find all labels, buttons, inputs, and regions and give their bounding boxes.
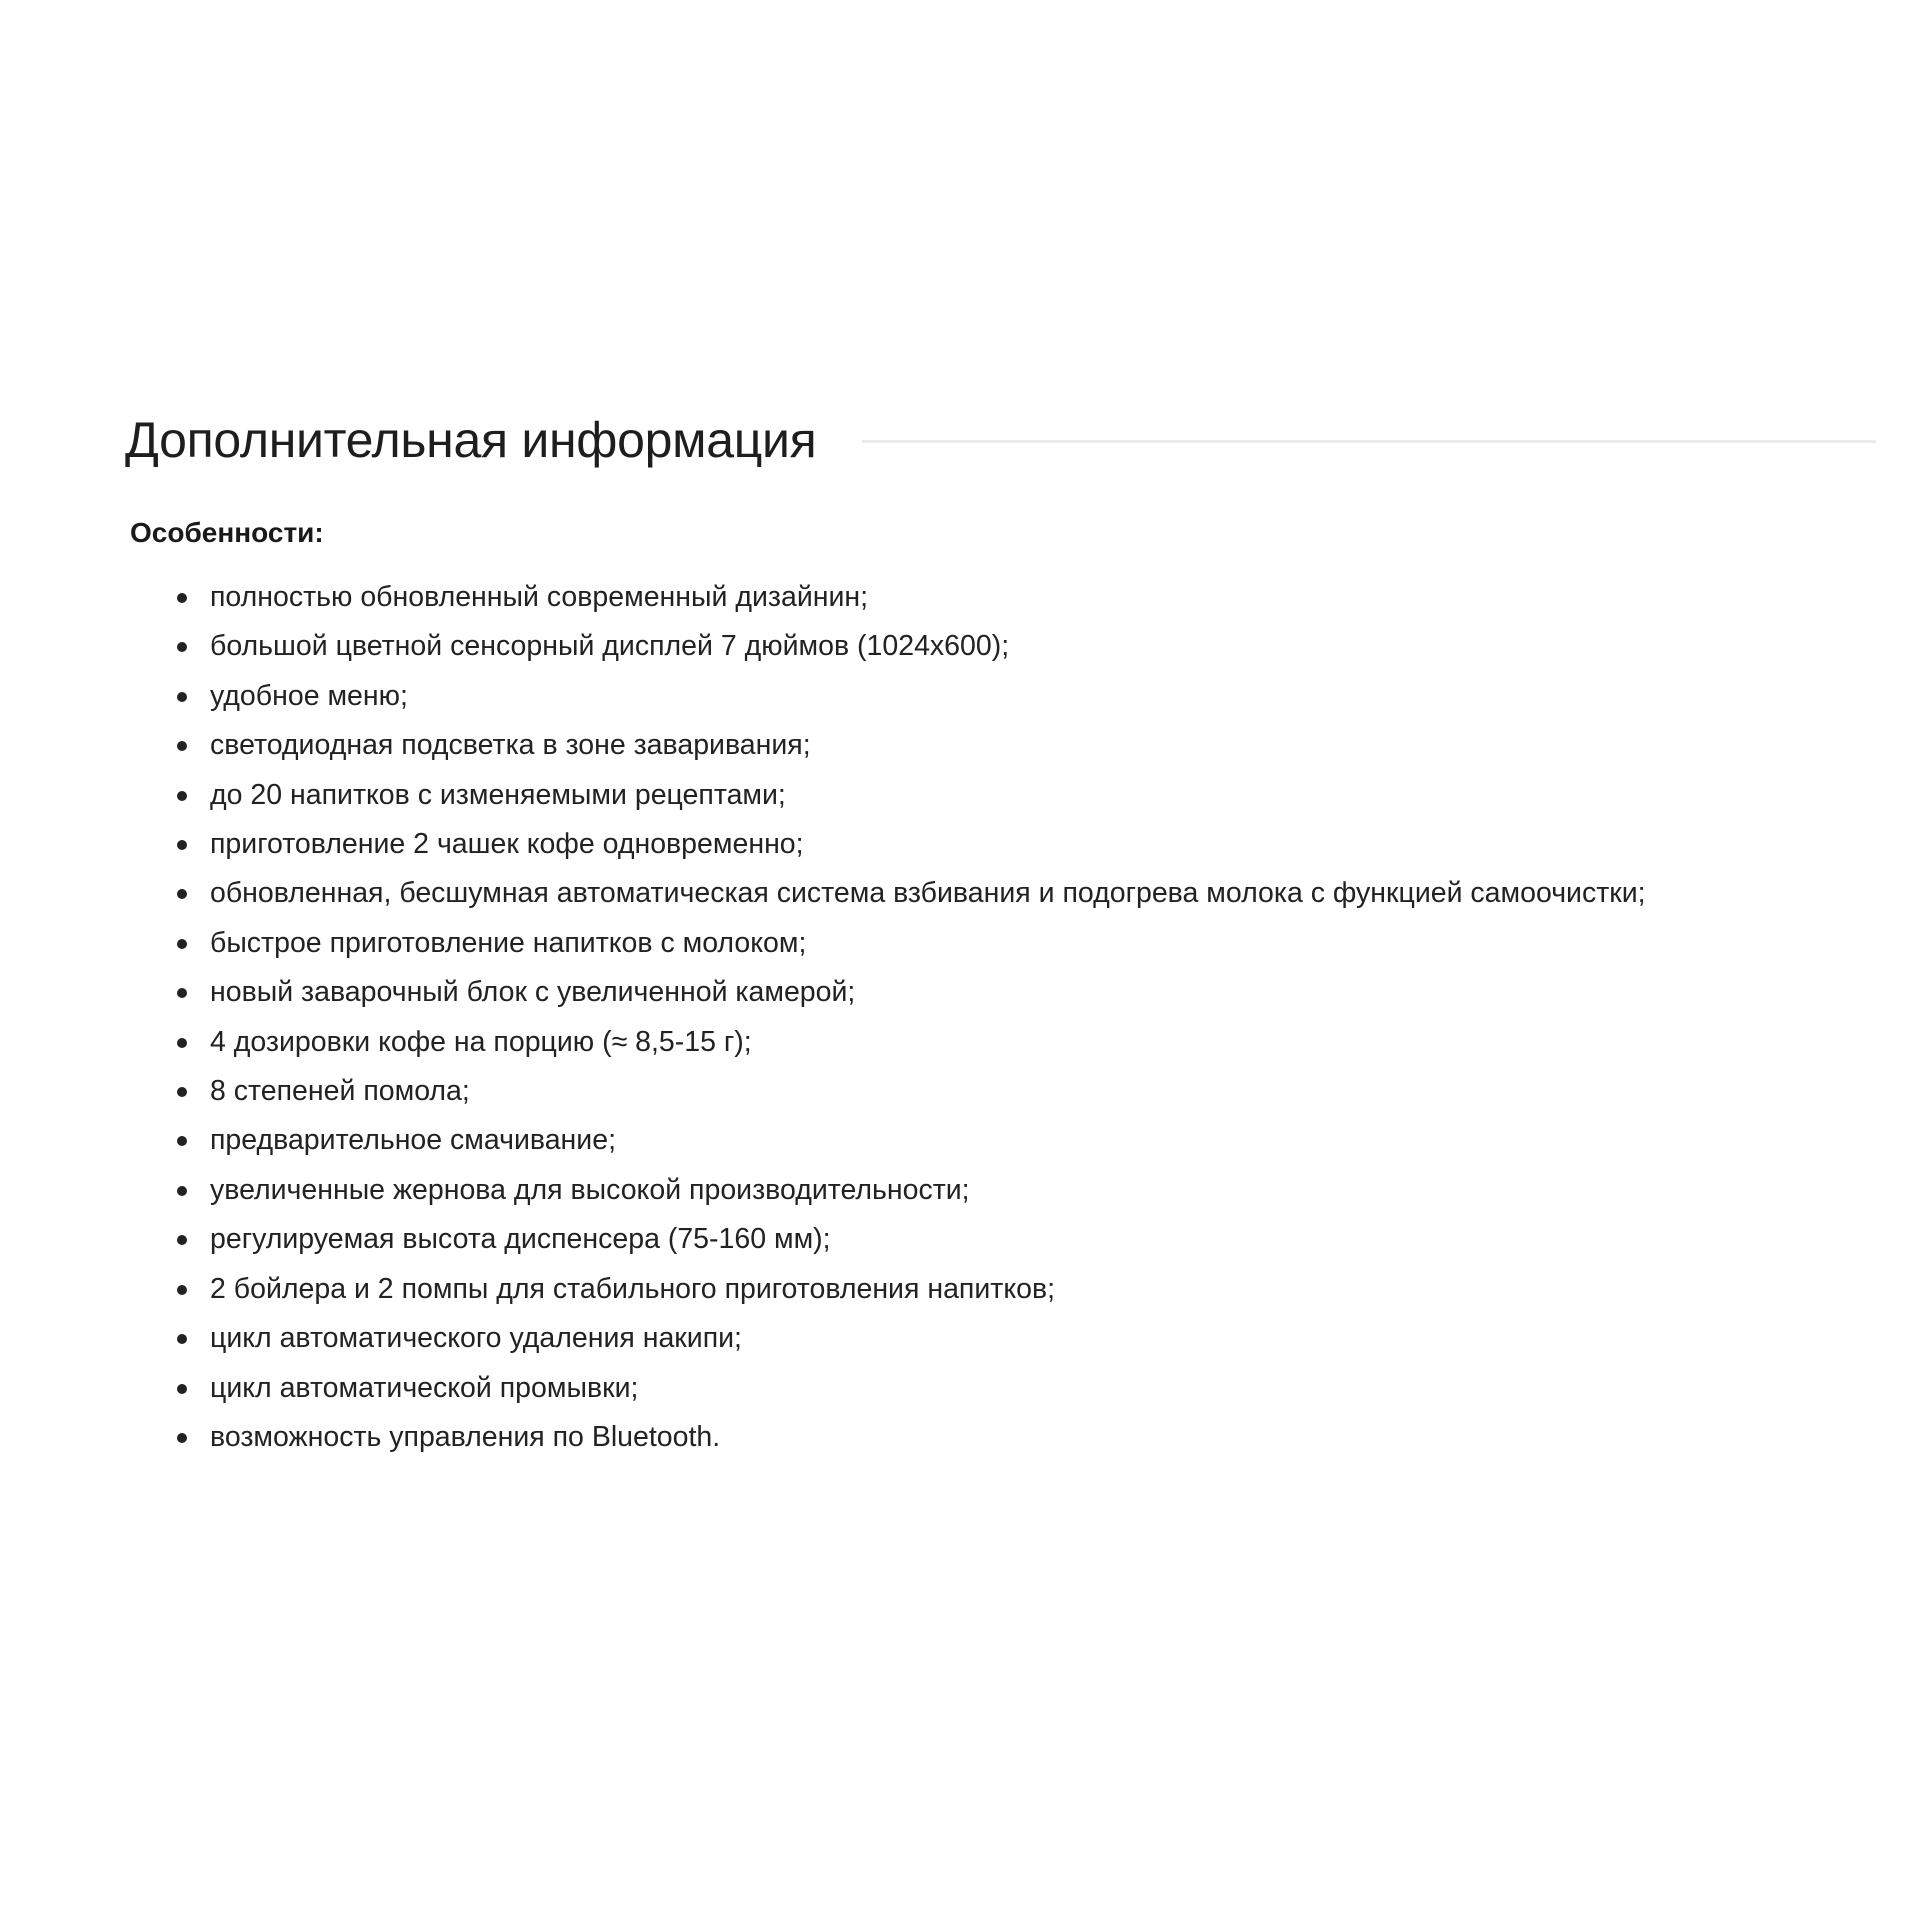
feature-item: [210, 622, 1800, 671]
feature-item: [210, 771, 1800, 820]
feature-text: до 20 напитков с изменяемыми рецептами;: [210, 778, 786, 811]
feature-item: [210, 1364, 1800, 1413]
feature-item: [210, 672, 1800, 721]
feature-item: [210, 1413, 1800, 1462]
feature-item: [210, 1215, 1800, 1264]
bullet-icon: [177, 1186, 187, 1196]
bullet-icon: [177, 1384, 187, 1394]
bullet-icon: [177, 1285, 187, 1295]
bullet-icon: [177, 692, 187, 702]
bullet-icon: [177, 1433, 187, 1443]
feature-text: цикл автоматической промывки;: [210, 1371, 639, 1404]
features-list: [177, 573, 1800, 1462]
feature-item: [210, 573, 1800, 622]
additional-info-section: [125, 405, 1876, 1453]
feature-text: возможность управления по Bluetooth.: [210, 1420, 721, 1453]
bullet-icon: [177, 1334, 187, 1344]
feature-text: регулируемая высота диспенсера (75-160 мм);: [210, 1223, 831, 1256]
feature-text: новый заварочный блок с увеличенной камерой;: [210, 976, 856, 1009]
section-header: [125, 405, 1876, 475]
feature-text: светодиодная подсветка в зоне заваривания;: [210, 729, 811, 762]
feature-text: быстрое приготовление напитков с молоком;: [210, 926, 807, 959]
feature-item: [210, 1018, 1800, 1067]
feature-text: цикл автоматического удаления накипи;: [210, 1322, 742, 1355]
feature-text: 2 бойлера и 2 помпы для стабильного приготовления напитков;: [210, 1272, 1056, 1305]
bullet-icon: [177, 1087, 187, 1097]
feature-text: приготовление 2 чашек кофе одновременно;: [210, 828, 804, 861]
feature-item: [210, 1067, 1800, 1116]
feature-text: 4 дозировки кофе на порцию (≈ 8,5-15 г);: [210, 1025, 752, 1058]
bullet-icon: [177, 1136, 187, 1146]
feature-text: 8 степеней помола;: [210, 1075, 470, 1108]
bullet-icon: [177, 889, 187, 899]
feature-item: [210, 968, 1800, 1017]
section-divider: [862, 440, 1876, 443]
feature-item: [210, 1166, 1800, 1215]
feature-item: [210, 1265, 1800, 1314]
bullet-icon: [177, 939, 187, 949]
section-title: Дополнительная информация: [125, 412, 817, 468]
bullet-icon: [177, 741, 187, 751]
feature-item: [210, 820, 1800, 869]
feature-text: увеличенные жернова для высокой производительности;: [210, 1173, 970, 1206]
bullet-icon: [177, 593, 187, 603]
feature-item: [210, 721, 1800, 770]
feature-item: [210, 1314, 1800, 1363]
feature-item: [210, 869, 1800, 918]
feature-text: предварительное смачивание;: [210, 1124, 616, 1157]
bullet-icon: [177, 840, 187, 850]
bullet-icon: [177, 1235, 187, 1245]
feature-text: большой цветной сенсорный дисплей 7 дюймов (1024x600);: [210, 630, 1010, 663]
feature-text: обновленная, бесшумная автоматическая система взбивания и подогрева молока с функцией самоочистки;: [210, 877, 1646, 910]
feature-item: [210, 919, 1800, 968]
feature-item: [210, 1116, 1800, 1165]
bullet-icon: [177, 1038, 187, 1048]
bullet-icon: [177, 791, 187, 801]
features-label: Особенности:: [130, 517, 324, 548]
feature-text: полностью обновленный современный дизайнин;: [210, 581, 869, 613]
bullet-icon: [177, 642, 187, 652]
bullet-icon: [177, 988, 187, 998]
feature-text: удобное меню;: [210, 679, 408, 712]
